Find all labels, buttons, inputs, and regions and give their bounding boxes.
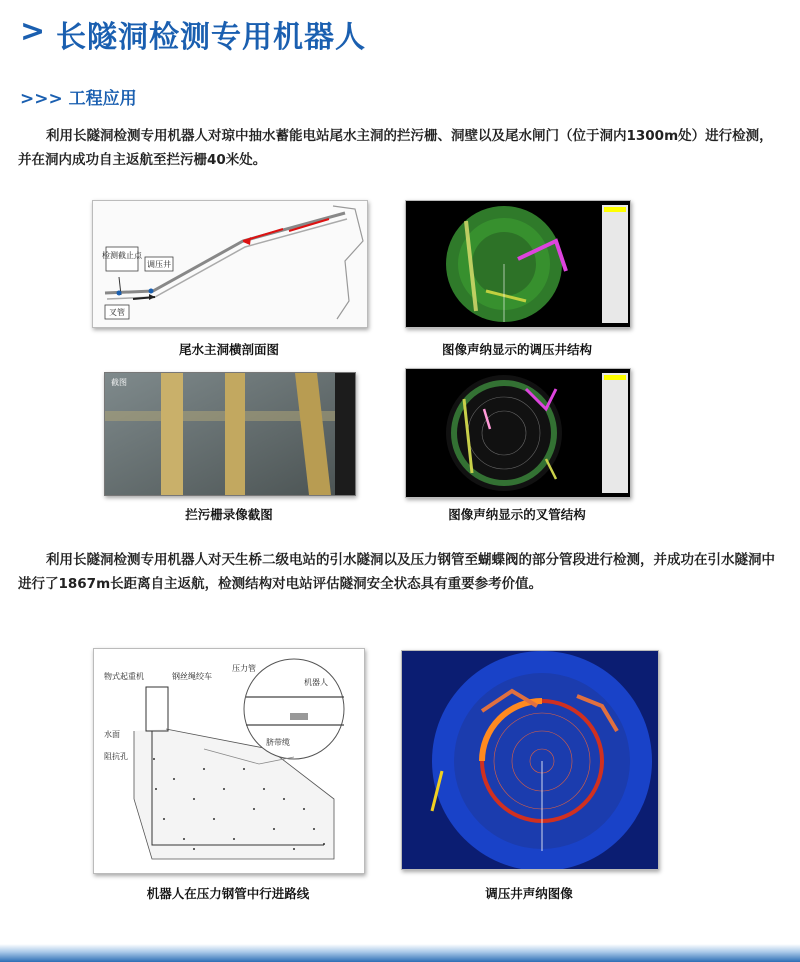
label-winch: 钢丝绳绞车	[172, 672, 212, 681]
figure-sonar-fork-pipe	[405, 368, 631, 498]
title-chevron-icon: >	[20, 14, 46, 49]
page-title: 长隧洞检测专用机器人	[56, 20, 366, 55]
video-frame	[105, 373, 355, 495]
figure-surge-shaft-sonar	[401, 650, 659, 870]
paragraph-2: 利用长隧洞检测专用机器人对天生桥二级电站的引水隧洞以及压力钢管至蝴蝶阀的部分管段进行检测，并成功在引水隧洞中进行了1867m长距离自主返航，检测结构对电站评估隧洞安全状态具有重要参考价值。	[18, 552, 775, 592]
figure-sonar-surge-shaft	[405, 200, 631, 328]
section-heading: >>> 工程应用	[20, 89, 137, 109]
label-surge-shaft: 调压井	[147, 260, 171, 269]
footer-gradient-bar	[0, 944, 800, 962]
paragraph-1: 利用长隧洞检测专用机器人对琼中抽水蓄能电站尾水主洞的拦污栅、洞壁以及尾水闸门（位于洞内1300m处）进行检测，并在洞内成功自主返航至拦污栅40米处。	[18, 128, 773, 168]
caption-sonar-fork-pipe: 图像声纳显示的叉管结构	[448, 507, 586, 522]
video-overlay-text: 截图	[111, 378, 127, 387]
caption-robot-route: 机器人在压力钢管中行进路线	[146, 886, 310, 901]
label-robot: 机器人	[304, 678, 328, 687]
caption-sonar-surge-shaft: 图像声纳显示的调压井结构	[441, 342, 592, 357]
sonar-image-2	[406, 369, 630, 497]
caption-trash-rack: 拦污栅录像截图	[185, 507, 273, 522]
label-stop-point: 检测截止点	[102, 251, 142, 260]
tunnel-section-diagram	[93, 201, 367, 327]
label-pressure-pipe: 压力管	[232, 664, 256, 673]
figure-trash-rack-video	[104, 372, 356, 496]
label-water-surface: 水面	[104, 730, 120, 739]
label-fork-pipe: 叉管	[109, 308, 125, 317]
label-impedance-hole: 阻抗孔	[104, 752, 128, 761]
sonar-image	[406, 201, 630, 327]
caption-tunnel-section: 尾水主洞横剖面图	[178, 342, 279, 357]
robot-route-diagram	[94, 649, 364, 873]
label-umbilical: 脐带缆	[266, 738, 290, 747]
caption-surge-shaft-sonar: 调压井声纳图像	[485, 886, 573, 901]
figure-tunnel-section	[92, 200, 368, 328]
sonar-image-3	[402, 651, 658, 869]
label-crane: 物式起重机	[104, 672, 144, 681]
figure-robot-route	[93, 648, 365, 874]
